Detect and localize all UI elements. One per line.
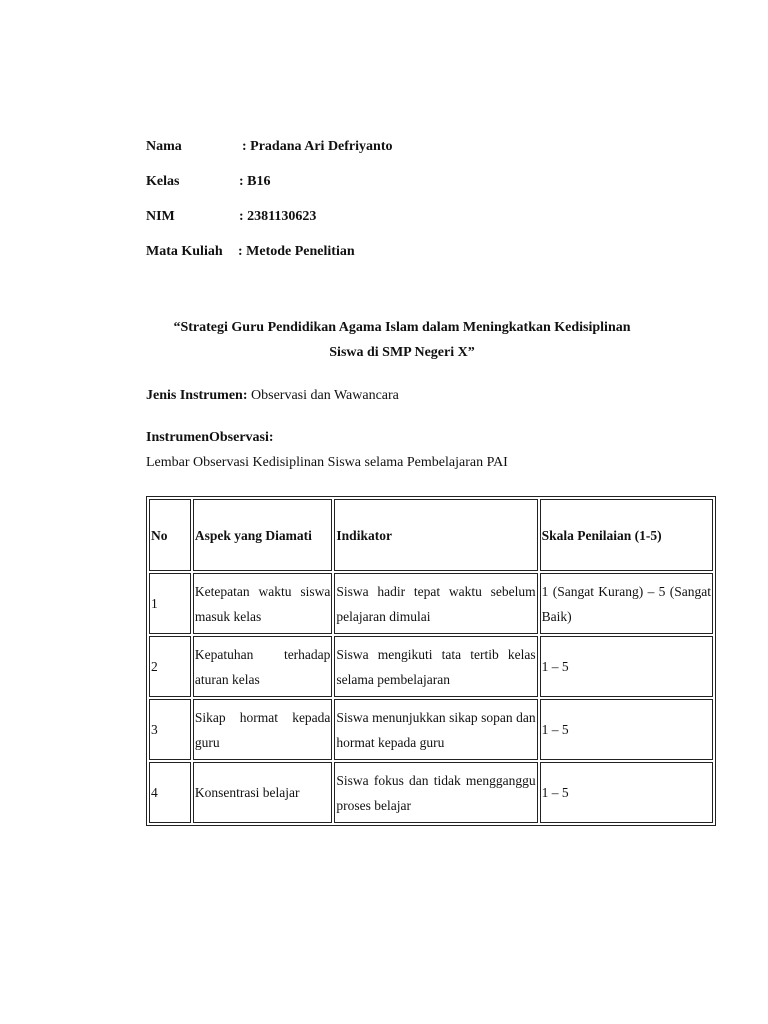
nama-value: : Pradana Ari Defriyanto	[242, 139, 393, 154]
jenis-instrumen-label: Jenis Instrumen:	[146, 388, 248, 403]
cell-indikator: Siswa hadir tepat waktu sebelum pelajaran dimulai	[334, 573, 537, 634]
cell-aspek: Kepatuhan terhadap aturan kelas	[193, 636, 333, 697]
header-indikator: Indikator	[334, 499, 537, 571]
lembar-observasi-caption: Lembar Observasi Kedisiplinan Siswa selama Pembelajaran PAI	[146, 455, 508, 470]
cell-indikator: Siswa mengikuti tata tertib kelas selama pembelajaran	[334, 636, 537, 697]
cell-no: 2	[149, 636, 191, 697]
cell-no: 1	[149, 573, 191, 634]
kelas-value: : B16	[239, 174, 271, 189]
instrumen-observasi-heading: InstrumenObservasi:	[146, 430, 274, 445]
cell-aspek: Ketepatan waktu siswa masuk kelas	[193, 573, 333, 634]
cell-skala: 1 – 5	[540, 762, 713, 823]
info-nama	[146, 139, 393, 155]
document-title-line-2: Siswa di SMP Negeri X”	[329, 345, 475, 360]
info-mata-kuliah	[146, 244, 355, 260]
cell-no: 4	[149, 762, 191, 823]
mk-value: : Metode Penelitian	[238, 244, 355, 259]
nim-value: : 2381130623	[239, 209, 317, 224]
table-header-row	[149, 499, 713, 571]
header-aspek: Aspek yang Diamati	[193, 499, 333, 571]
cell-skala: 1 – 5	[540, 636, 713, 697]
info-nim	[146, 209, 317, 225]
observation-table	[146, 496, 716, 826]
cell-skala: 1 (Sangat Kurang) – 5 (Sangat Baik)	[540, 573, 713, 634]
info-kelas	[146, 174, 271, 190]
nim-label: NIM	[146, 209, 175, 224]
cell-aspek: Konsentrasi belajar	[193, 762, 333, 823]
mk-label: Mata Kuliah	[146, 244, 223, 259]
nama-label: Nama	[146, 139, 182, 154]
table-row	[149, 573, 713, 634]
cell-indikator: Siswa menunjukkan sikap sopan dan hormat kepada guru	[334, 699, 537, 760]
jenis-instrumen	[146, 388, 399, 404]
table-row	[149, 762, 713, 823]
cell-indikator: Siswa fokus dan tidak mengganggu proses belajar	[334, 762, 537, 823]
kelas-label: Kelas	[146, 174, 180, 189]
table-row	[149, 699, 713, 760]
jenis-instrumen-value: Observasi dan Wawancara	[247, 388, 399, 403]
cell-aspek: Sikap hormat kepada guru	[193, 699, 333, 760]
table-row	[149, 636, 713, 697]
document-title-line-1: “Strategi Guru Pendidikan Agama Islam dalam Meningkatkan Kedisiplinan	[173, 320, 631, 335]
cell-no: 3	[149, 699, 191, 760]
header-no: No	[149, 499, 191, 571]
cell-skala: 1 – 5	[540, 699, 713, 760]
header-skala: Skala Penilaian (1-5)	[540, 499, 713, 571]
